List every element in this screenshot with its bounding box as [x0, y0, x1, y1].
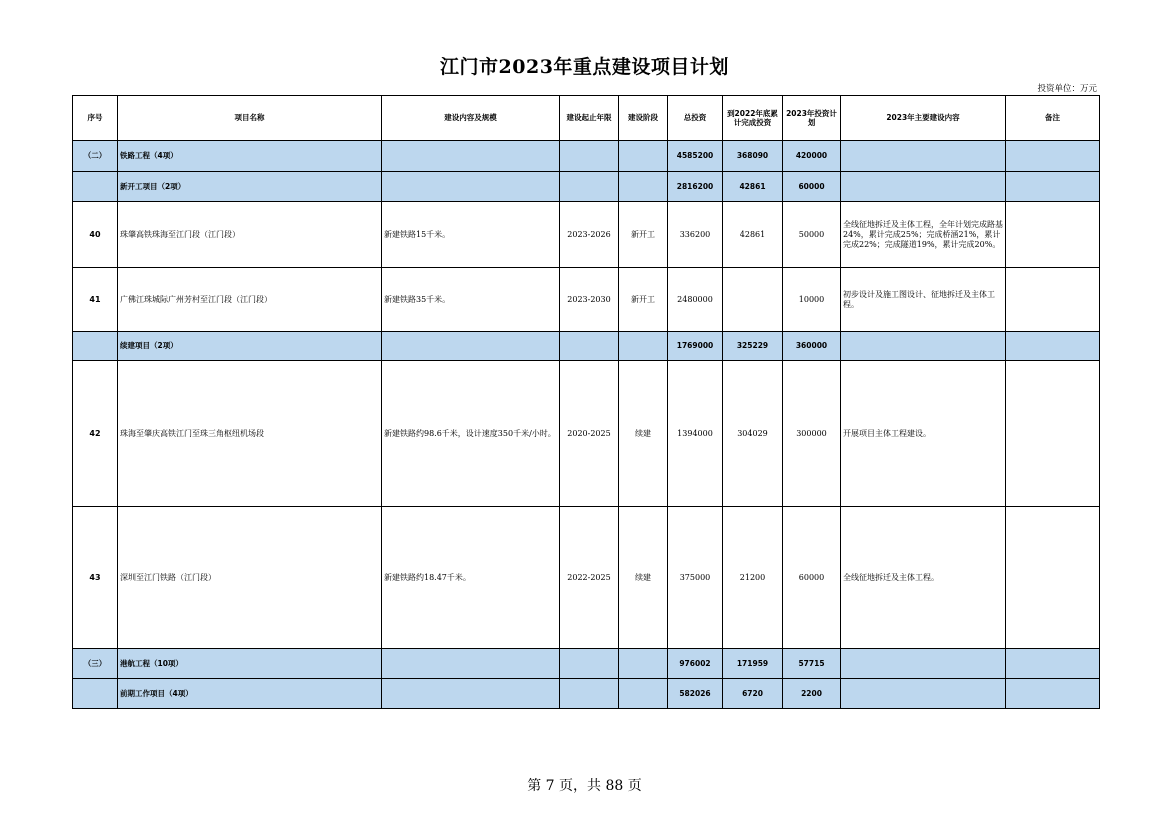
cell-main2023: 开展项目主体工程建设。 [841, 361, 1006, 507]
table-row [73, 332, 1100, 361]
header-seq: 序号 [73, 96, 118, 141]
cell-stage [619, 649, 668, 679]
cell-total: 1394000 [668, 361, 723, 507]
cell-seq [73, 172, 118, 202]
cell-content: 新建铁路约98.6千米，设计速度350千米/小时。 [382, 361, 560, 507]
cell-stage [619, 679, 668, 709]
cell-content [382, 679, 560, 709]
cell-plan2023: 360000 [783, 332, 841, 361]
cell-done2022: 304029 [723, 361, 783, 507]
cell-total: 1769000 [668, 332, 723, 361]
cell-name: 前期工作项目（4项） [118, 679, 382, 709]
cell-name: 新开工项目（2项） [118, 172, 382, 202]
cell-stage [619, 332, 668, 361]
cell-period [560, 679, 619, 709]
cell-plan2023: 60000 [783, 172, 841, 202]
cell-stage: 新开工 [619, 268, 668, 332]
cell-main2023 [841, 172, 1006, 202]
table-row [73, 141, 1100, 172]
table-row [73, 202, 1100, 268]
cell-plan2023: 60000 [783, 507, 841, 649]
cell-name: 珠海至肇庆高铁江门至珠三角枢纽机场段 [118, 361, 382, 507]
cell-name: 广佛江珠城际广州芳村至江门段（江门段） [118, 268, 382, 332]
cell-seq: 41 [73, 268, 118, 332]
cell-remark [1006, 332, 1100, 361]
cell-plan2023: 50000 [783, 202, 841, 268]
cell-total: 4585200 [668, 141, 723, 172]
header-done2022: 到2022年底累计完成投资 [723, 96, 783, 141]
cell-period: 2023-2026 [560, 202, 619, 268]
cell-main2023: 全线征地拆迁及主体工程。 [841, 507, 1006, 649]
cell-plan2023: 2200 [783, 679, 841, 709]
cell-stage: 续建 [619, 507, 668, 649]
cell-remark [1006, 649, 1100, 679]
cell-remark [1006, 202, 1100, 268]
cell-stage [619, 172, 668, 202]
header-plan2023: 2023年投资计划 [783, 96, 841, 141]
cell-main2023: 初步设计及施工图设计、征地拆迁及主体工程。 [841, 268, 1006, 332]
cell-period [560, 172, 619, 202]
header-name: 项目名称 [118, 96, 382, 141]
cell-name: 铁路工程（4项） [118, 141, 382, 172]
cell-remark [1006, 141, 1100, 172]
header-period: 建设起止年限 [560, 96, 619, 141]
table-row [73, 679, 1100, 709]
cell-content: 新建铁路35千米。 [382, 268, 560, 332]
table-row [73, 507, 1100, 649]
header-stage: 建设阶段 [619, 96, 668, 141]
cell-main2023 [841, 679, 1006, 709]
cell-total: 2480000 [668, 268, 723, 332]
cell-done2022 [723, 268, 783, 332]
cell-done2022: 42861 [723, 172, 783, 202]
table-row [73, 172, 1100, 202]
cell-remark [1006, 268, 1100, 332]
cell-total: 582026 [668, 679, 723, 709]
cell-content [382, 332, 560, 361]
cell-plan2023: 420000 [783, 141, 841, 172]
cell-content: 新建铁路约18.47千米。 [382, 507, 560, 649]
cell-plan2023: 57715 [783, 649, 841, 679]
cell-done2022: 21200 [723, 507, 783, 649]
cell-main2023 [841, 141, 1006, 172]
cell-remark [1006, 679, 1100, 709]
table-row [73, 268, 1100, 332]
cell-done2022: 42861 [723, 202, 783, 268]
cell-main2023 [841, 332, 1006, 361]
cell-plan2023: 10000 [783, 268, 841, 332]
cell-seq: （二） [73, 141, 118, 172]
cell-period: 2023-2030 [560, 268, 619, 332]
cell-main2023: 全线征地拆迁及主体工程，全年计划完成路基24%，累计完成25%；完成桥涵21%，累计完成22%；完成隧道19%，累计完成20%。 [841, 202, 1006, 268]
cell-stage: 续建 [619, 361, 668, 507]
cell-period [560, 141, 619, 172]
cell-period: 2022-2025 [560, 507, 619, 649]
cell-remark [1006, 507, 1100, 649]
cell-main2023 [841, 649, 1006, 679]
cell-stage [619, 141, 668, 172]
cell-seq [73, 679, 118, 709]
table-row [73, 649, 1100, 679]
page-number-footer: 第 7 页，共 88 页 [527, 778, 642, 794]
cell-seq: 40 [73, 202, 118, 268]
header-remark: 备注 [1006, 96, 1100, 141]
header-total: 总投资 [668, 96, 723, 141]
cell-total: 976002 [668, 649, 723, 679]
cell-seq: （三） [73, 649, 118, 679]
cell-seq: 42 [73, 361, 118, 507]
cell-name: 续建项目（2项） [118, 332, 382, 361]
header-row [73, 96, 1100, 141]
cell-content [382, 649, 560, 679]
header-content: 建设内容及规模 [382, 96, 560, 141]
cell-name: 港航工程（10项） [118, 649, 382, 679]
cell-done2022: 325229 [723, 332, 783, 361]
cell-name: 珠肇高铁珠海至江门段（江门段） [118, 202, 382, 268]
cell-period: 2020-2025 [560, 361, 619, 507]
project-plan-table [72, 95, 1100, 709]
page-title: 江门市2023年重点建设项目计划 [440, 56, 729, 78]
cell-total: 2816200 [668, 172, 723, 202]
header-main2023: 2023年主要建设内容 [841, 96, 1006, 141]
investment-unit-note: 投资单位：万元 [1037, 84, 1097, 94]
cell-done2022: 171959 [723, 649, 783, 679]
cell-stage: 新开工 [619, 202, 668, 268]
cell-total: 375000 [668, 507, 723, 649]
cell-period [560, 649, 619, 679]
cell-period [560, 332, 619, 361]
cell-remark [1006, 361, 1100, 507]
cell-remark [1006, 172, 1100, 202]
cell-content [382, 172, 560, 202]
cell-content [382, 141, 560, 172]
cell-content: 新建铁路15千米。 [382, 202, 560, 268]
cell-total: 336200 [668, 202, 723, 268]
cell-done2022: 368090 [723, 141, 783, 172]
cell-done2022: 6720 [723, 679, 783, 709]
table-row [73, 361, 1100, 507]
cell-plan2023: 300000 [783, 361, 841, 507]
cell-name: 深圳至江门铁路（江门段） [118, 507, 382, 649]
cell-seq [73, 332, 118, 361]
cell-seq: 43 [73, 507, 118, 649]
